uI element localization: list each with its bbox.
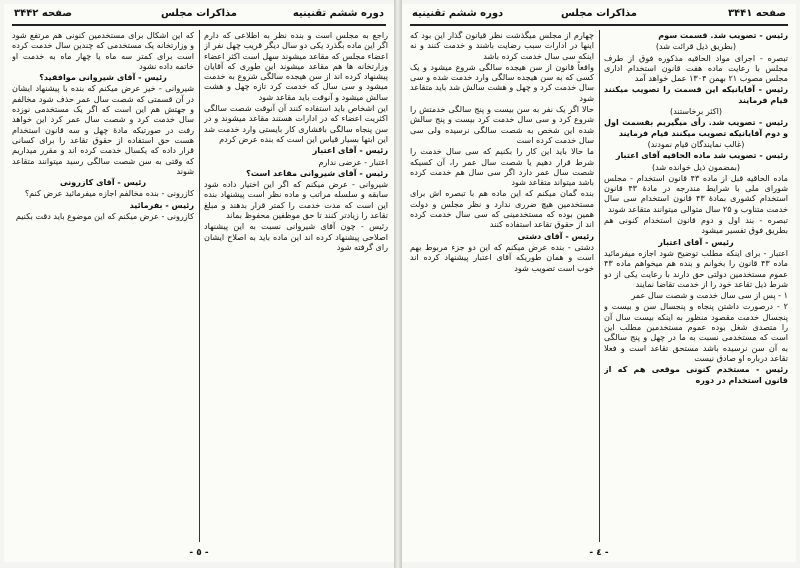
speaker-line: رئیس - آقای شیروانی مقاعد است؟	[246, 167, 388, 178]
right-page-header	[410, 6, 788, 26]
stage-direction: (بطریق ذیل قرائت شد)	[655, 41, 737, 52]
paragraph: اعتبار - عرضی ندارم	[318, 156, 388, 167]
speaker-line: رئیس - تصویب شد. قسمت سوم	[658, 30, 788, 40]
left-page-number: صفحه ۳۴۴۲	[14, 8, 73, 19]
speaker-line: رئیس - آقایانیکه این قسمت را تصویب میکنند قیام فرمایند	[604, 84, 788, 105]
stage-direction: (اکثر برخاستند)	[669, 106, 722, 117]
column-divider	[199, 30, 200, 542]
left-page-right-column	[204, 30, 388, 542]
speaker-line: رئیس - بفرمائید	[129, 199, 194, 210]
paragraph: کازرونی - عرض میکنم که این موضوع باید دقت بکنیم	[15, 211, 194, 222]
right-page-left-column	[410, 30, 594, 542]
paragraph: دشتی - بنده عرض میکنم که این دو جزء مربوط بهم است و همان طوریکه آقای اعتبار پیشنهاد کرده اند خوب است تصویب شود	[410, 241, 594, 273]
left-page-footer: - ٥ -	[189, 548, 209, 558]
paragraph: واقعاً قانون از سن هیجده سالگی شروع میشود و یک کسی که به سن هیجده سالگی وارد خدمت شده و سی سال خدمت کرد و چهل و هشت سالش شد باید متقاعد شود	[410, 61, 594, 103]
paragraph: شیروانی - خیر عرض میکنم که بنده با پیشنهاد ایشان در آن قسمتی که شصت سال عمر حذف شود مخالفم و جهتش هم این است که اگر یک مستخدمی نوزده سال خدمت کرد و شصت سال عمر کرد این خواهد رفت در صورتیکه مادۀ چهل و سه قانون استخدام هست حق استفاده از حقوق تقاعد را برای کسانی قرار داده که یکسال خدمت کرده اند و مقرر میداریم که وقتی به سن شصت سالگی رسید میتوانند متقاعد شوند	[12, 83, 194, 176]
stage-direction: (بمضمون ذیل خوانده شد)	[652, 161, 740, 172]
paragraph: بنده گمان میکنم که این ماده هم با تبصره اش برای مستخدمین هیچ ضرری ندارد و نظر مجلس و دولت همین بوده که مستخدمینی که سی سال خدمت کرده اند از حقوق تقاعد استفاده کنند	[410, 188, 594, 230]
paragraph: کازرونی - بنده مخالفم اجازه میفرمائید عرض کنم؟	[24, 188, 194, 199]
stage-direction: (غالب نمایندگان قیام نمودند)	[647, 138, 745, 149]
left-page-title: مذاکرات مجلس	[160, 8, 238, 19]
right-page-footer: - ٤ -	[589, 548, 609, 558]
list-item: ۲ - درصورت داشتن پنجاه و پنجسال سن و بیست و پنجسال خدمت مقصود منظور به اینکه بیست سال آن را متصدی شغل بوده عموم مستخدمین مطلب این است که مستخدمی نسبت به ما در چهل و پنج سالگی به آن سن نرسیده باشد مستحق تقاعد است و فعلا تقاعد درباره او صادق نیست	[604, 301, 788, 363]
speaker-line: رئیس - آقای شیروانی موافقید؟	[39, 72, 167, 83]
speaker-line: رئیس - آقای اعتبار	[658, 236, 734, 247]
paragraph: ما حالا باید این کار را بکنیم که سی سال خدمت را شرط قرار دهیم یا شصت سال عمر را، آن کسیکه شصت سال عمر دارد اگر سی سال هم خدمت کرده باشد میتواند متقاعد شود	[410, 146, 594, 188]
left-page	[4, 4, 394, 562]
speaker-line: رئیس - تصویب شد ماده الحاقیه آقای اعتبار	[615, 150, 788, 161]
speaker-line: رئیس - مستخدم کنونی موقعی هم که از قانون استخدام در دوره	[604, 364, 788, 385]
right-page-session: دوره ششم تقنينيه	[412, 8, 504, 19]
paragraph: شیروانی - عرض میکنم که اگر این اختیار داده شود سابقه و سلسله مراتب و ماده نظر است پیشنهاد بنده این است که مدت خدمت را کمتر قرار بدهند و مبلغ تقاعد را زیادتر کنند تا حق موظفین محفوظ بماند	[204, 179, 388, 221]
right-page-right-column	[604, 30, 788, 542]
right-page-title: مذاکرات مجلس	[560, 8, 638, 19]
paragraph: این اشخاص باید استفاده کنند آن آنوقت شصت سالگی اکثریت اعضاء که در ادارات هستند مقاعد میشوند و در سن پنجاه سالگی بافشاری کار بایستی وارد خدمت شد این ابتها بسیار قیاس این است که بنده عرض کردم	[204, 103, 388, 144]
right-page	[402, 4, 796, 562]
paragraph: چهارم از مجلس میگذشت نظر قیانون گذار این بود که اینها در ادارات سبب رضایت باشند و خدمت کنند و نه اینکه سی سال خدمت کرده باشد	[410, 30, 594, 61]
right-page-number: صفحه ۳۴۴۱	[727, 8, 786, 19]
book-gutter	[394, 0, 402, 568]
paragraph: رئیس - چون آقای شیروانی نسبت به این پیشنهاد اصلاحی پیشنهاد کرده اند این ماده باید به اصلاح ایشان رای گرفته شود	[204, 221, 388, 252]
left-page-header	[12, 6, 386, 26]
speaker-line: رئیس - آقای کازرونی	[59, 177, 147, 188]
paragraph: که این اشکال برای مستخدمین کنونی هم مرتفع شود و وزارتخانه یک مستخدمی که چندین سال خدمت کرده است برای کمتر سه ماه یا چهار ماه به خدمت او خاتمه داده نشود	[12, 30, 194, 71]
column-divider	[599, 30, 600, 542]
paragraph: اعتبار - برای اینکه مطلب توضیح شود اجازه میفرمائید ماده ۴۳ قانون را بخوانم و بنده هم میخواهم ماده ۴۳ عموم مستخدمین دولتی حق دارند با رعایت یکی از دو شرط ذیل تقاعد خود را از خدمت تقاضا نمایند	[604, 247, 788, 289]
paragraph: راجع به مجلس است و بنده نظر به اطلاعی که دارم اگر این ماده بگذرد یکی دو سال دیگر قریب چهل نفر از اعضاء مجلس که مقاعد میشوند سهل است اکثر اعضاء وزارتخانه ها هم مقاعد میشوند این طوری که آقایان پیشنهاد کرده اند از سن هیجده سالگی شروع به خدمت میشود و سی سال که خدمت کرد تازه چهل و هشت سالش میشود و آنوقت باید مقاعد شود	[204, 30, 388, 102]
left-page-session: دوره ششم تقنينيه	[292, 8, 384, 19]
speaker-line: رئیس - آقای دشتی	[517, 230, 594, 241]
paragraph: تبصره - بند اول و دوم قانون استخدام کنونی هم بطریق فوق تفسیر میشود	[604, 215, 788, 236]
paragraph: تبصره - اجرای مواد الحاقیه مذکوره فوق از طرف مجلس با رعایت ماده هفت قانون استخدام اداری مجلس مصوب ۲۱ بهمن ۱۳۰۴ عمل خواهد آمد	[604, 52, 788, 84]
paragraph: حالا اگر یک نفر به سن بیست و پنج سالگی خدمتش را شروع کرد و سی سال خدمت کرد بیست و پنج سالش شده این شخص به شصت سالگی نرسیده ولی سی سال خدمت کرده است	[410, 104, 594, 145]
speaker-line: رئیس - تصویب شد. رأی میگیریم بقسمت اول و دوم آقایانیکه تصویب میکنند قیام فرمایند	[604, 117, 788, 138]
paragraph: ماده الحاقیه قبل از ماده ۴۳ قانون استخدام - مجلس شورای ملی با شرایط مندرجه در مادۀ ۴۳ قانون استخدام کشوری بمادۀ ۴۳ قانون استخدام سی سال خدمت متناوب و ۲۵ سال متوالی میتوانند متقاعد شوند	[604, 172, 788, 214]
list-item: ۱ - پس از سی سال خدمت و شصت سال عمر	[631, 290, 788, 301]
speaker-line: رئیس - آقای اعتبار	[312, 145, 388, 156]
left-page-left-column	[12, 30, 194, 542]
